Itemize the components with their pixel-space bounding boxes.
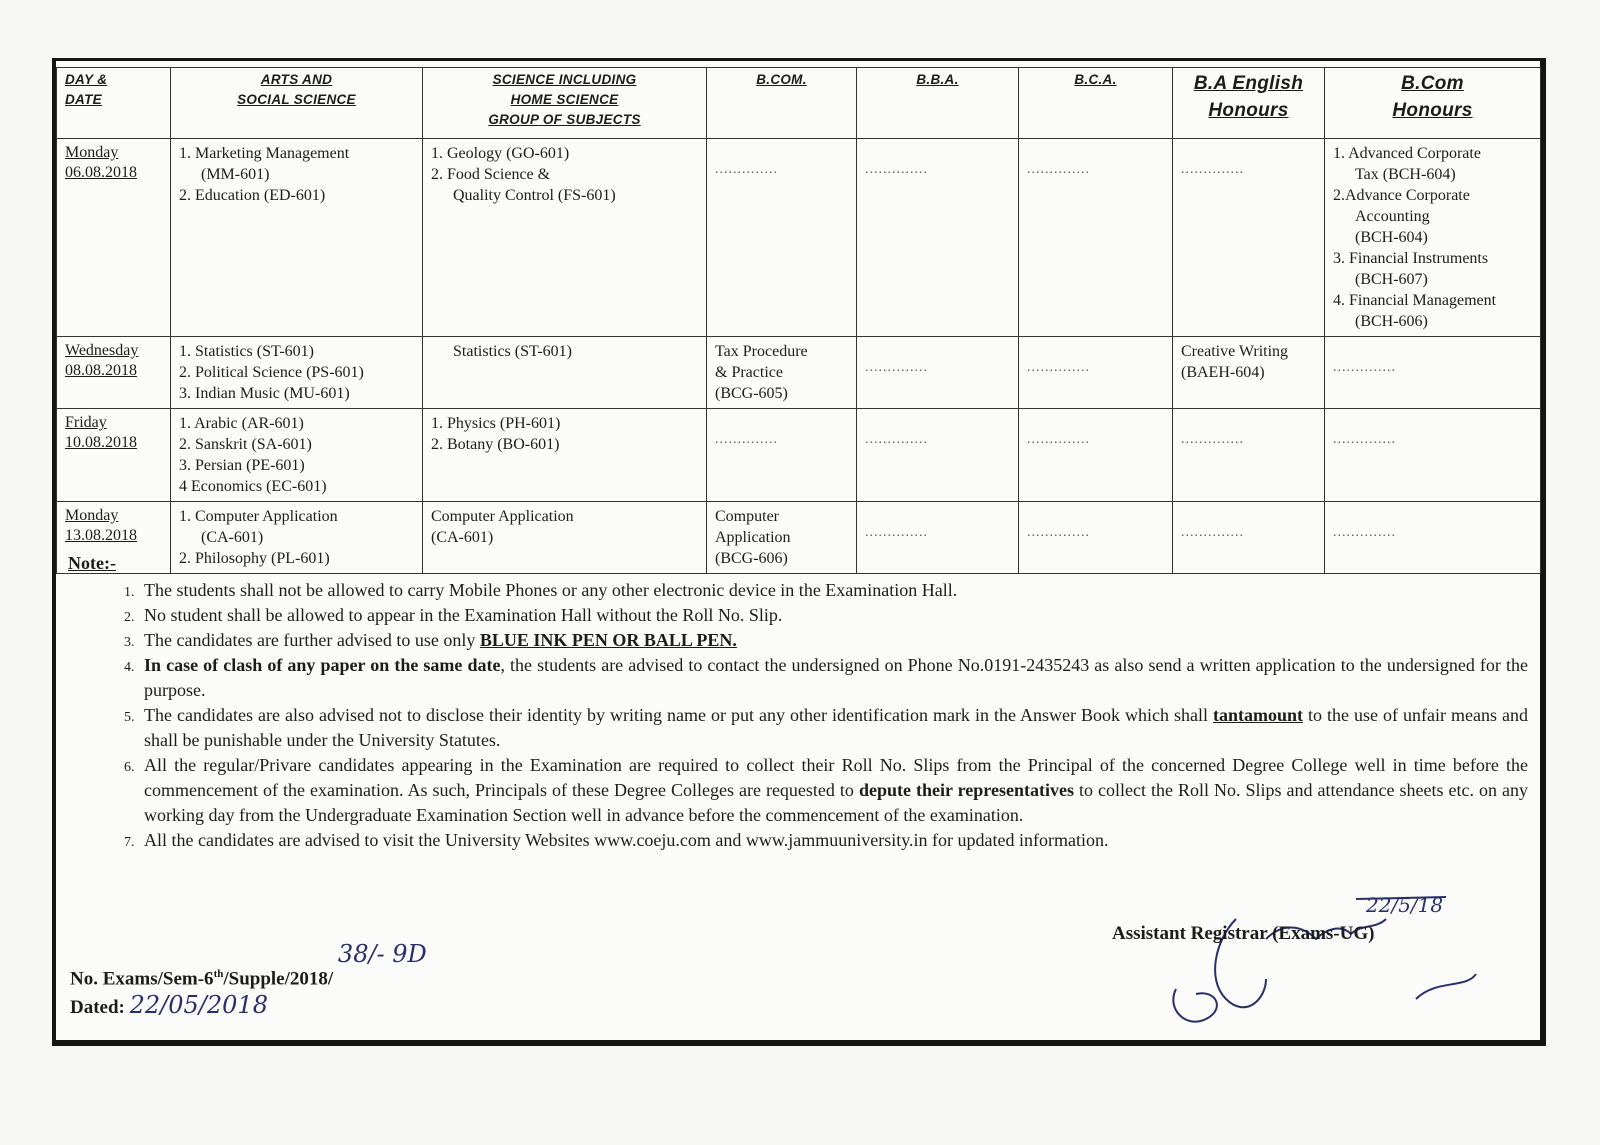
subject-line: (CA-601) [431,529,494,546]
bcom-honours-cell [1325,139,1541,337]
arts-cell [171,409,423,502]
bcom-cell [707,337,857,409]
subject-line: Statistics (ST-601) [453,343,572,360]
signatory-title: Assistant Registrar (Exams-UG) [1112,923,1375,944]
date-label: 13.08.2018 [65,527,137,544]
subject-line: 1. Arabic (AR-601) [179,415,304,432]
date-label: 10.08.2018 [65,434,137,451]
date-label: 06.08.2018 [65,164,137,181]
bcom-honours-cell [1325,409,1541,502]
blank-dots: .............. [865,162,928,177]
signature-scribble [1116,879,1536,1039]
subject-line: 1. Advanced Corporate [1333,145,1481,162]
header-bcom: B.COM. [707,68,857,139]
blank-dots: .............. [865,432,928,447]
note-item: 7. All the candidates are advised to visit the University Websites www.coeju.com and www.jammuuniversity.in for updated information. [138,828,1528,853]
science-cell [423,409,707,502]
subject-line: 2.Advance Corporate [1333,187,1470,204]
exam-timetable [56,67,1541,574]
notes-title: Note:- [68,553,116,573]
day-label: Friday [65,414,107,431]
day-date-cell [57,139,171,337]
blank-dots: .............. [1027,525,1090,540]
day-label: Monday [65,507,119,524]
subject-line: Computer Application [431,508,574,525]
blank-dots: .............. [1181,162,1244,177]
header-arts: ARTS AND SOCIAL SCIENCE [171,68,423,139]
table-row [57,337,1541,409]
subject-line: 1. Marketing Management [179,145,350,162]
subject-line: (BAEH-604) [1181,364,1265,381]
note-item: 4. In case of clash of any paper on the same date, the students are advised to contact the undersigned on Phone No.0191-2435243 as also send a written application to the undersigned for the purpose. [138,653,1528,703]
header-day-date: DAY & DATE [57,68,171,139]
note-item: 6. All the regular/Privare candidates appearing in the Examination are required to collect their Roll No. Slips from the Principal of the concerned Degree College well in time before the commencement of the examination. As such, Principals of these Degree Colleges are requested to depute their representatives to collect the Roll No. Slips and attendance sheets etc. on any working day from the Undergraduate Examination Section well in advance before the commencement of the examination. [138,753,1528,828]
ba-english-honours-cell [1173,409,1325,502]
blank-dots: .............. [715,162,778,177]
subject-line: 2. Food Science & [431,166,551,183]
science-cell [423,139,707,337]
subject-line: Creative Writing [1181,343,1289,360]
header-ba-english-honours: B.A English Honours [1173,68,1325,139]
bca-cell [1019,337,1173,409]
reference-number: No. Exams/Sem-6th/Supple/2018/ 38/- 9D Dated: 22/05/2018 [70,940,427,1020]
subject-line: 2. Botany (BO-601) [431,436,560,453]
subject-line: Accounting [1355,208,1430,225]
header-bca: B.C.A. [1019,68,1173,139]
bcom-cell [707,409,857,502]
subject-line: 1. Computer Application [179,508,338,525]
arts-cell [171,139,423,337]
subject-line: 1. Geology (GO-601) [431,145,570,162]
table-header-row [57,68,1541,139]
notes-list [68,578,1528,853]
bba-cell [857,139,1019,337]
ba-english-honours-cell [1173,139,1325,337]
signature-date: 22/5/18 [1366,893,1444,917]
blank-dots: .............. [1027,360,1090,375]
day-label: Monday [65,144,119,161]
note-item: 3. The candidates are further advised to use only BLUE INK PEN OR BALL PEN. [138,628,1528,653]
blank-dots: .............. [1333,432,1396,447]
subject-line: 1. Physics (PH-601) [431,415,561,432]
bba-cell [857,337,1019,409]
header-science: SCIENCE INCLUDING HOME SCIENCE GROUP OF SUBJECTS [423,68,707,139]
subject-line: Computer [715,508,779,525]
subject-line: & Practice [715,364,783,381]
subject-line: (BCH-606) [1355,313,1428,330]
subject-line: 4. Financial Management [1333,292,1497,309]
blank-dots: .............. [1027,432,1090,447]
subject-line: (MM-601) [201,166,270,183]
subject-line: Quality Control (FS-601) [453,187,616,204]
day-date-cell [57,337,171,409]
subject-line: Tax Procedure [715,343,808,360]
subject-line: (CA-601) [201,529,264,546]
blank-dots: .............. [1333,360,1396,375]
blank-dots: .............. [715,432,778,447]
blank-dots: .............. [1333,525,1396,540]
timetable-sheet [52,58,1546,1046]
notes-section [68,553,1528,853]
blank-dots: .............. [1181,525,1244,540]
subject-line: 2. Sanskrit (SA-601) [179,436,312,453]
subject-line: 2. Political Science (PS-601) [179,364,364,381]
blank-dots: .............. [1027,162,1090,177]
table-row [57,139,1541,337]
blank-dots: .............. [865,360,928,375]
subject-line: 2. Philosophy (PL-601) [179,550,330,567]
blank-dots: .............. [865,525,928,540]
subject-line: (BCG-605) [715,385,788,402]
header-bcom-honours: B.Com Honours [1325,68,1541,139]
table-row [57,409,1541,502]
subject-line: 3. Persian (PE-601) [179,457,305,474]
header-bba: B.B.A. [857,68,1019,139]
bcom-honours-cell [1325,337,1541,409]
arts-cell [171,337,423,409]
note-item: 5. The candidates are also advised not to disclose their identity by writing name or put any other identification mark in the Answer Book which shall tantamount to the use of unfair means and shall be punishable under the University Statutes. [138,703,1528,753]
subject-line: (BCH-607) [1355,271,1428,288]
subject-line: Tax (BCH-604) [1355,166,1456,183]
subject-line: Application [715,529,791,546]
date-label: 08.08.2018 [65,362,137,379]
bca-cell [1019,409,1173,502]
ba-english-honours-cell [1173,337,1325,409]
subject-line: (BCG-606) [715,550,788,567]
science-cell [423,337,707,409]
subject-line: 3. Indian Music (MU-601) [179,385,350,402]
bca-cell [1019,139,1173,337]
note-item: 2. No student shall be allowed to appear in the Examination Hall without the Roll No. Slip. [138,603,1528,628]
day-label: Wednesday [65,342,139,359]
day-date-cell [57,409,171,502]
subject-line: 3. Financial Instruments [1333,250,1489,267]
bba-cell [857,409,1019,502]
subject-line: 2. Education (ED-601) [179,187,326,204]
note-item: 1. The students shall not be allowed to carry Mobile Phones or any other electronic device in the Examination Hall. [138,578,1528,603]
bcom-cell [707,139,857,337]
subject-line: (BCH-604) [1355,229,1428,246]
subject-line: 4 Economics (EC-601) [179,478,327,495]
blank-dots: .............. [1181,432,1244,447]
subject-line: 1. Statistics (ST-601) [179,343,314,360]
